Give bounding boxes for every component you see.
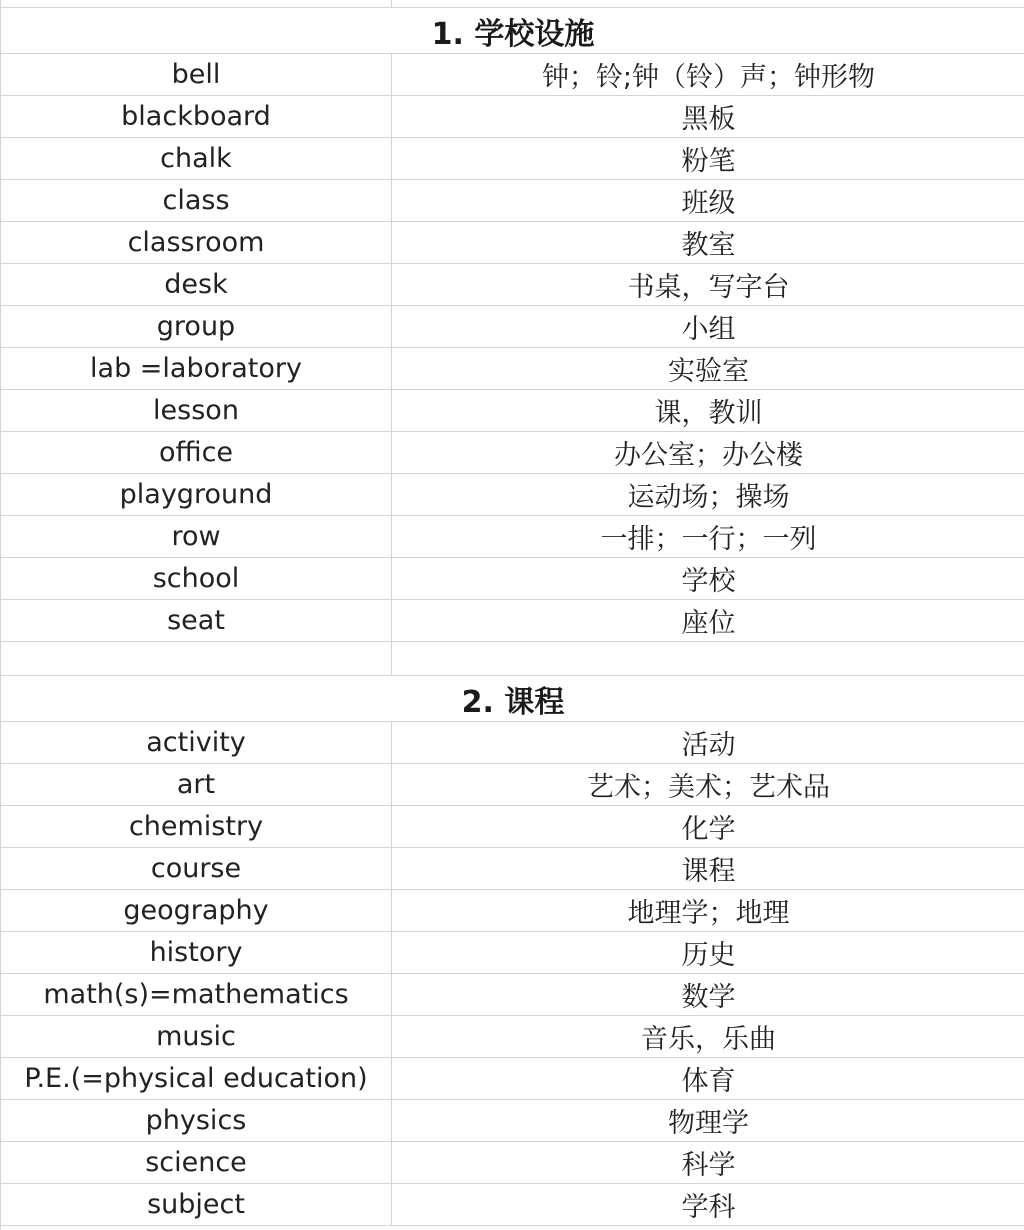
table-row[interactable] [1,1058,1024,1100]
table-row[interactable] [1,558,1024,600]
word-cell: chemistry [1,806,392,847]
word-cell: class [1,180,392,221]
word-cell: lesson [1,390,392,431]
table-row[interactable] [1,722,1024,764]
word-cell: playground [1,474,392,515]
meaning-cell: 实验室 [668,356,749,387]
meaning-cell: 化学 [681,814,736,845]
meaning-cell: 粉笔 [681,146,736,177]
section-title: 1. 学校设施 [431,16,595,52]
word-cell: school [1,558,392,599]
meaning-cell: 科学 [681,1150,736,1181]
meaning-cell: 历史 [681,940,736,971]
table-row[interactable] [1,1100,1024,1142]
meaning-cell: 艺术；美术；艺术品 [587,772,830,803]
meaning-cell: 学校 [681,566,736,597]
word-cell: math(s)=mathematics [1,974,392,1015]
meaning-cell: 小组 [681,314,736,345]
table-row[interactable] [1,264,1024,306]
word-cell: lab =laboratory [1,348,392,389]
section-header-row[interactable] [1,676,1024,722]
section-title: 2. 课程 [461,684,565,720]
meaning-cell: 黑板 [681,104,736,135]
meaning-cell: 音乐，乐曲 [641,1024,776,1055]
meaning-cell: 教室 [681,230,736,261]
table-row[interactable] [1,180,1024,222]
table-row[interactable] [1,54,1024,96]
table-row[interactable] [1,1016,1024,1058]
top-partial-row [1,0,1024,8]
table-row[interactable] [1,974,1024,1016]
word-cell: history [1,932,392,973]
word-cell: bell [1,54,392,95]
table-row[interactable] [1,600,1024,642]
top-partial-cell [1,0,392,7]
word-cell: seat [1,600,392,641]
empty-cell[interactable] [392,642,1024,675]
meaning-cell: 班级 [681,188,736,219]
meaning-cell: 座位 [681,608,736,639]
meaning-cell: 学科 [681,1192,736,1223]
table-row[interactable] [1,348,1024,390]
word-cell: activity [1,722,392,763]
meaning-cell: 数学 [681,982,736,1013]
meaning-cell: 办公室；办公楼 [614,440,803,471]
table-row[interactable] [1,432,1024,474]
table-row[interactable] [1,1142,1024,1184]
word-cell: office [1,432,392,473]
blank-row[interactable] [1,642,1024,676]
word-cell: geography [1,890,392,931]
word-cell: physics [1,1100,392,1141]
table-row[interactable] [1,96,1024,138]
table-row[interactable] [1,138,1024,180]
word-cell: music [1,1016,392,1057]
word-cell: row [1,516,392,557]
word-cell: P.E.(=physical education) [1,1058,392,1099]
word-cell: chalk [1,138,392,179]
meaning-cell: 钟；铃;钟（铃）声；钟形物 [541,62,876,93]
section-header-row[interactable] [1,8,1024,54]
empty-cell[interactable] [1,642,392,675]
meaning-cell: 活动 [681,730,736,761]
meaning-cell: 一排；一行；一列 [600,524,817,555]
meaning-cell: 运动场；操场 [627,482,790,513]
meaning-cell: 体育 [681,1066,736,1097]
word-cell: art [1,764,392,805]
table-row[interactable] [1,474,1024,516]
word-cell: science [1,1142,392,1183]
table-row[interactable] [1,806,1024,848]
table-row[interactable] [1,390,1024,432]
table-row[interactable] [1,932,1024,974]
meaning-cell: 书桌，写字台 [627,272,790,303]
table-row[interactable] [1,890,1024,932]
word-cell: course [1,848,392,889]
meaning-cell: 课程 [681,856,736,887]
word-cell: desk [1,264,392,305]
table-row[interactable] [1,764,1024,806]
table-row[interactable] [1,222,1024,264]
word-cell: subject [1,1184,392,1225]
table-row[interactable] [1,1184,1024,1226]
meaning-cell: 地理学；地理 [627,898,790,929]
meaning-cell: 课，教训 [654,398,763,429]
word-cell: classroom [1,222,392,263]
meaning-cell: 物理学 [668,1108,749,1139]
word-cell: group [1,306,392,347]
table-row[interactable] [1,848,1024,890]
table-row[interactable] [1,516,1024,558]
table-row[interactable] [1,306,1024,348]
word-cell: blackboard [1,96,392,137]
